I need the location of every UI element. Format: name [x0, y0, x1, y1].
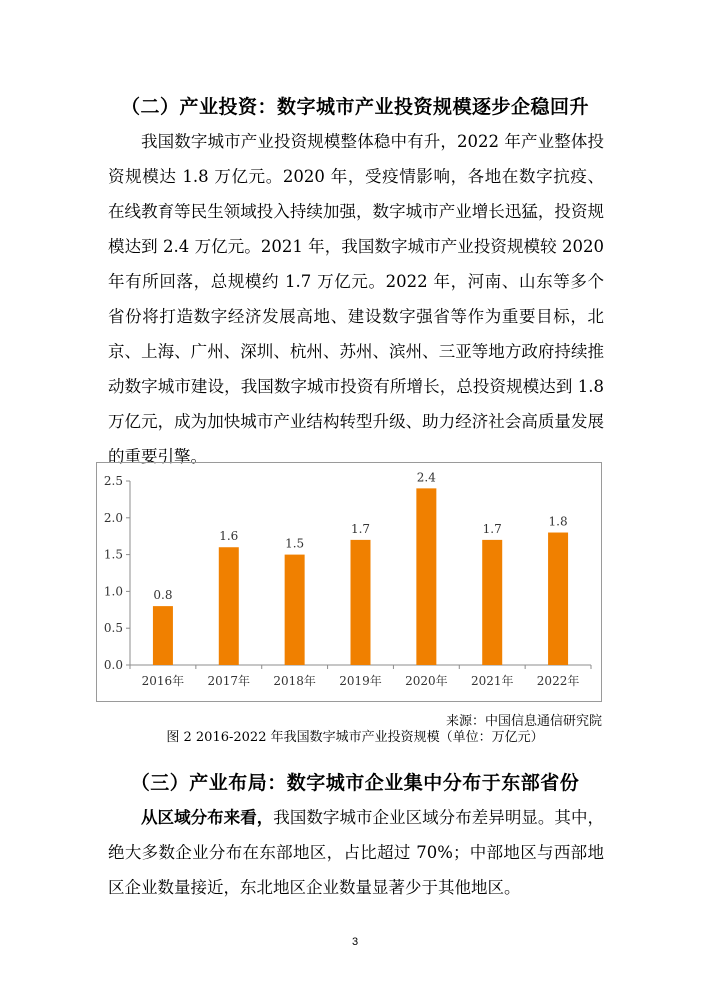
- figure-source: 来源：中国信息通信研究院: [445, 714, 602, 729]
- layout-lead-text: 从区域分布来看，: [141, 808, 274, 827]
- x-tick-label: 2021年: [470, 674, 514, 688]
- bar: [351, 540, 371, 665]
- x-tick-label: 2016年: [141, 674, 185, 688]
- x-tick-label: 2019年: [339, 674, 382, 688]
- bar: [482, 540, 502, 665]
- y-tick-label: 2.5: [103, 474, 123, 488]
- figure-caption: 图 2 2016-2022 年我国数字城市产业投资规模（单位：万亿元）: [166, 730, 544, 745]
- y-tick-label: 0.0: [103, 658, 123, 672]
- bar: [548, 533, 568, 665]
- y-tick-label: 0.5: [103, 621, 123, 636]
- x-tick-label: 2018年: [273, 674, 316, 688]
- page-number: 3: [351, 936, 359, 948]
- data-label: 1.7: [350, 521, 371, 536]
- data-label: 1.6: [219, 529, 239, 544]
- bar: [416, 488, 436, 665]
- bar: [219, 547, 239, 665]
- bar: [153, 606, 173, 665]
- section-heading-investment: （二）产业投资：数字城市产业投资规模逐步企稳回升: [120, 96, 589, 118]
- y-tick-label: 1.5: [103, 547, 123, 562]
- data-label: 1.7: [482, 521, 502, 536]
- y-tick-label: 1.0: [103, 584, 123, 599]
- section-heading-layout: （三）产业布局：数字城市企业集中分布于东部省份: [130, 772, 580, 794]
- bar: [285, 555, 305, 665]
- chart-svg: [97, 463, 601, 701]
- y-tick-label: 2.0: [103, 510, 123, 525]
- layout-body-text: 我国数字城市企业区域分布差异明显。其中，绝大多数企业分布在东部地区，占比超过 70%；中部地区与西部地区企业数量接近，东北地区企业数量显著少于其他地区。: [108, 808, 605, 897]
- data-label: 2.4: [416, 470, 436, 485]
- data-label: 0.8: [153, 588, 173, 603]
- x-tick-label: 2017年: [207, 674, 251, 688]
- investment-bar-chart: [96, 462, 602, 702]
- layout-paragraph: [108, 800, 604, 905]
- x-tick-label: 2022年: [536, 674, 580, 688]
- data-label: 1.8: [548, 514, 568, 529]
- data-label: 1.5: [285, 536, 305, 551]
- investment-paragraph: 我国数字城市产业投资规模整体稳中有升，2022 年产业整体投资规模达 1.8 万亿元。2020 年，受疫情影响，各地在数字抗疫、在线教育等民生领域投入持续加强，数字城市产业增长迅猛，投资规模达到 2.4 万亿元。2021 年，我国数字城市产业投资规模较 2020 年有所回落，总规模约 1.7 万亿元。2022 年，河南、山东等多个省份将打造数字经济发展高地、建设数字强省等作为重要目标，北京、上海、广州、深圳、杭州、苏州、滨州、三亚等地方政府持续推动数字城市建设，我国数字城市投资有所增长，总投资规模达到 1.8 万亿元，成为加快城市产业结构转型升级、助力经济社会高质量发展的重要引擎。: [108, 132, 604, 466]
- x-tick-label: 2020年: [405, 674, 448, 688]
